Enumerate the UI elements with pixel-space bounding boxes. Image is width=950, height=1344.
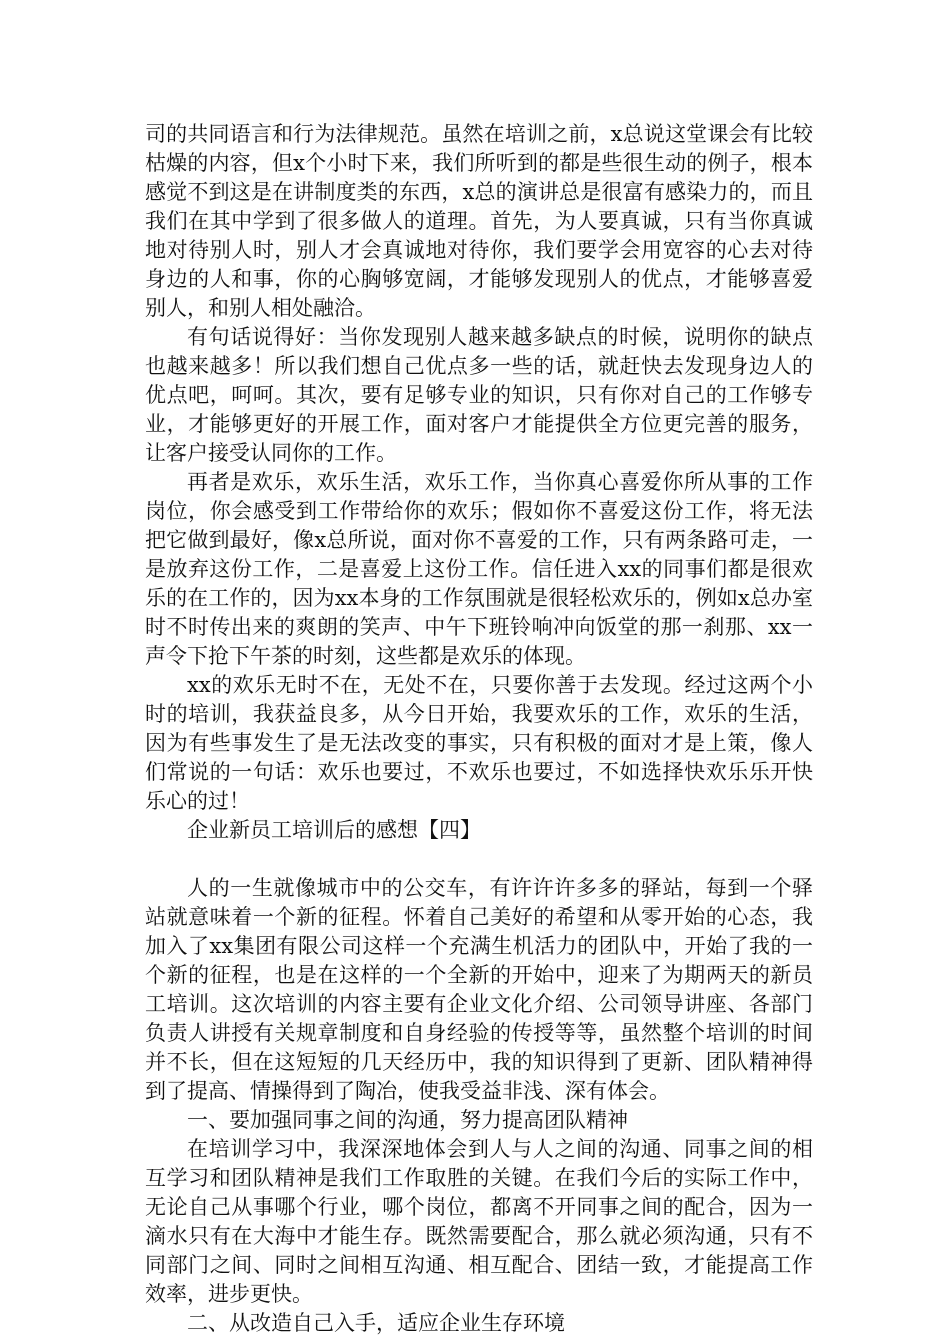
document-body — [145, 120, 813, 1338]
paragraph: 在培训学习中，我深深地体会到人与人之间的沟通、同事之间的相互学习和团队精神是我们工作取胜的关键。在我们今后的实际工作中，无论自己从事哪个行业，哪个岗位，都离不开同事之间的配合，因为一滴水只有在大海中才能生存。既然需要配合，那么就必须沟通，只有不同部门之间、同时之间相互沟通、相互配合、团结一致，才能提高工作效率，进步更快。 — [145, 1137, 813, 1306]
paragraph: 有句话说得好：当你发现别人越来越多缺点的时候，说明你的缺点也越来越多！所以我们想自己优点多一些的话，就赶快去发现身边人的优点吧，呵呵。其次，要有足够专业的知识，只有你对自己的工作够专业，才能够更好的开展工作，面对客户才能提供全方位更完善的服务，让客户接受认同你的工作。 — [145, 325, 813, 465]
paragraph-opening: 司的共同语言和行为法律规范。虽然在培训之前，x总说这堂课会有比较枯燥的内容，但x个小时下来，我们所听到的都是些很生动的例子，根本感觉不到这是在讲制度类的东西，x总的演讲总是很富有感染力的，而且我们在其中学到了很多做人的道理。首先，为人要真诚，只有当你真诚地对待别人时，别人才会真诚地对待你，我们要学会用宽容的心去对待身边的人和事，你的心胸够宽阔，才能够发现别人的优点，才能够喜爱别人，和别人相处融洽。 — [145, 122, 813, 320]
paragraph: 再者是欢乐，欢乐生活，欢乐工作，当你真心喜爱你所从事的工作岗位，你会感受到工作带给你的欢乐；假如你不喜爱这份工作，将无法把它做到最好，像x总所说，面对你不喜爱的工作，只有两条路可走，一是放弃这份工作，二是喜爱上这份工作。信任进入xx的同事们都是很欢乐的在工作的，因为xx本身的工作氛围就是很轻松欢乐的，例如x总办室时不时传出来的爽朗的笑声、中午下班铃响冲向饭堂的那一刹那、xx一声令下抢下午茶的时刻，这些都是欢乐的体现。 — [145, 470, 813, 668]
paragraph: xx的欢乐无时不在，无处不在，只要你善于去发现。经过这两个小时的培训，我获益良多，从今日开始，我要欢乐的工作，欢乐的生活，因为有些事发生了是无法改变的事实，只有积极的面对才是上策，像人们常说的一句话：欢乐也要过，不欢乐也要过，不如选择快欢乐乐开快乐心的过！ — [145, 673, 813, 813]
subheading-communication: 一、要加强同事之间的沟通，努力提高团队精神 — [187, 1108, 628, 1132]
paragraph: 人的一生就像城市中的公交车，有许许许多多的驿站，每到一个驿站就意味着一个新的征程。怀着自己美好的希望和从零开始的心态，我加入了xx集团有限公司这样一个充满生机活力的团队中，开始了我的一个新的征程，也是在这样的一个全新的开始中，迎来了为期两天的新员工培训。这次培训的内容主要有企业文化介绍、公司领导讲座、各部门负责人讲授有关规章制度和自身经验的传授等等，虽然整个培训的时间并不长，但在这短短的几天经历中，我的知识得到了更新、团队精神得到了提高、情操得到了陶冶，使我受益非浅、深有体会。 — [145, 876, 813, 1103]
subheading-self-improvement: 二、从改造自己入手，适应企业生存环境 — [187, 1311, 565, 1335]
blank-line — [145, 845, 813, 874]
section-title: 企业新员工培训后的感想【四】 — [187, 818, 481, 842]
